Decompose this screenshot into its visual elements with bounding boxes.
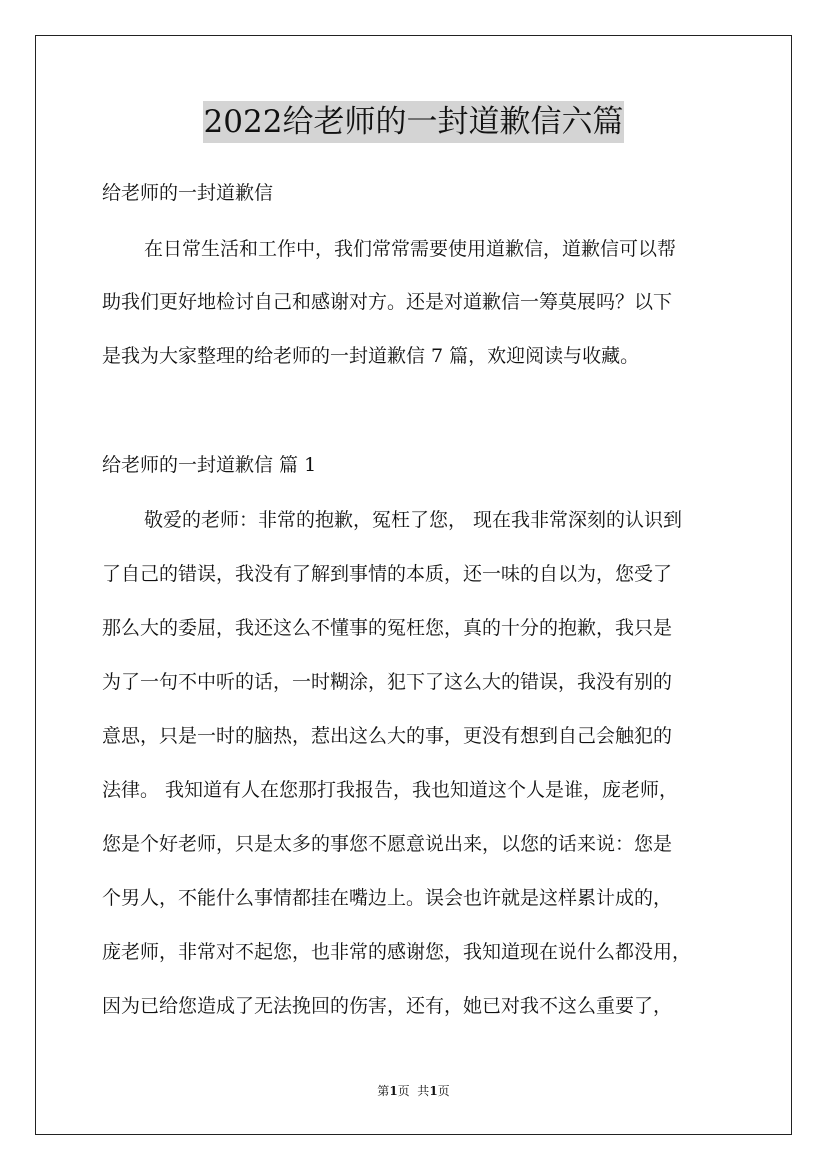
intro-line: 在日常生活和工作中，我们常常需要使用道歉信，道歉信可以帮 [144,238,677,260]
footer-page-number: 1 [389,1084,398,1098]
body-line: 庞老师，非常对不起您，也非常的感谢您，我知道现在说什么都没用， [102,941,692,963]
body-line: 法律。 我知道有人在您那打我报告，我也知道这个人是谁，庞老师， [102,779,679,801]
footer-prefix: 第 [377,1084,390,1098]
page-footer [0,1083,827,1099]
document-title: 2022给老师的一封道歉信六篇 [203,101,625,143]
body-line: 那么大的委屈，我还这么不懂事的冤枉您，真的十分的抱歉，我只是 [102,617,673,639]
body-line: 了自己的错误，我没有了解到事情的本质，还一味的自以为，您受了 [102,563,673,585]
body-line: 个男人，不能什么事情都挂在嘴边上。误会也许就是这样累计成的， [102,887,673,909]
footer-suffix: 页 [437,1084,450,1098]
body-line: 敬爱的老师：非常的抱歉，冤枉了您， 现在我非常深刻的认识到 [144,509,683,531]
body-line: 为了一句不中听的话，一时糊涂，犯下了这么大的错误，我没有别的 [102,671,673,693]
body-line: 您是个好老师，只是太多的事您不愿意说出来，以您的话来说：您是 [102,833,673,855]
title-container [0,101,827,143]
intro-line: 是我为大家整理的给老师的一封道歉信 7 篇，欢迎阅读与收藏。 [102,345,640,367]
intro-heading: 给老师的一封道歉信 [102,182,274,204]
section-heading: 给老师的一封道歉信 篇 1 [102,454,317,476]
intro-line: 助我们更好地检讨自己和感谢对方。还是对道歉信一筹莫展吗？以下 [102,291,673,313]
body-line: 意思，只是一时的脑热，惹出这么大的事，更没有想到自己会触犯的 [102,725,673,747]
footer-mid: 页 共 [397,1084,430,1098]
footer-total-pages: 1 [429,1084,438,1098]
body-line: 因为已给您造成了无法挽回的伤害，还有，她已对我不这么重要了， [102,995,673,1017]
